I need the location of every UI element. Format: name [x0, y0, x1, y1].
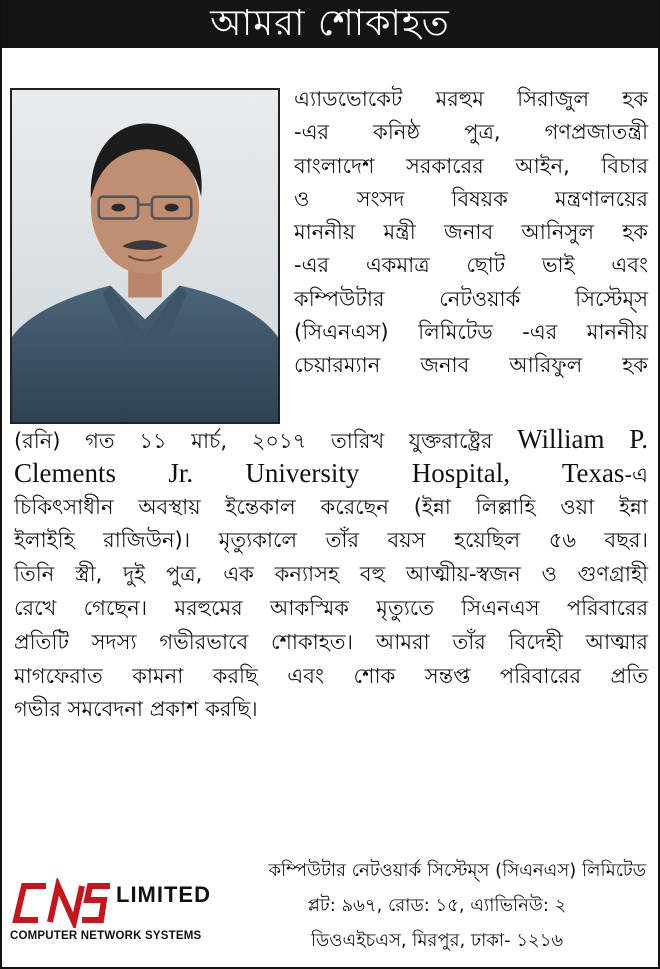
- obituary-line: কম্পিউটার নেটওয়ার্ক সিস্টেম্‌স: [294, 286, 648, 311]
- banner-title: আমরা শোকাহত: [2, 0, 658, 48]
- obituary-line-mixed: [14, 423, 648, 457]
- obituary-line: মাগফেরাত কামনা করছি এবং শোক সন্তপ্ত পরিবারের প্রতি: [14, 663, 648, 688]
- obituary-right-column: [294, 83, 648, 383]
- obituary-line: ও সংসদ বিষয়ক মন্ত্রণালয়ের: [294, 186, 648, 211]
- obituary-full-width: [14, 423, 648, 727]
- obituary-line: প্রতিটি সদস্য গভীরভাবে শোকাহত। আমরা তাঁর বিদেহী আত্মার: [14, 629, 648, 654]
- obituary-line: বাংলাদেশ সরকারের আইন, বিচার: [294, 153, 648, 178]
- obituary-line: এ্যাডভোকেট মরহুম সিরাজুল হক: [294, 87, 648, 111]
- portrait-photo: [10, 88, 280, 424]
- obituary-line: ইলাইহি রাজিউন)। মৃত্যুকালে তাঁর বয়স হয়েছিল ৫৬ বছর।: [14, 528, 648, 553]
- hospital-name: Clements Jr. University Hospital, Texas: [14, 457, 625, 488]
- address-line-1: প্লট: ৯৬৭, রোড: ১৫, এ্যাভিনিউ: ২: [307, 895, 567, 916]
- address-line-2: ডিওএইচএস, মিরপুর, ঢাকা- ১২১৬: [310, 930, 564, 951]
- obituary-line: -এর একমাত্র ছোট ভাই এবং: [294, 253, 648, 278]
- logo-limited-text: LIMITED: [116, 882, 211, 907]
- hospital-suffix: -এ: [624, 462, 648, 487]
- obituary-last-line: গভীর সমবেদনা প্রকাশ করছি।: [14, 697, 258, 722]
- obituary-line: -এর কনিষ্ঠ পুত্র, গণপ্রজাতন্ত্রী: [294, 120, 648, 145]
- obituary-line: চেয়ারম্যান জনাব আরিফুল হক: [294, 353, 648, 378]
- obituary-line: তিনি স্ত্রী, দুই পুত্র, এক কন্যাসহ বহু আত্মীয়-স্বজন ও গুণগ্রাহী: [14, 562, 648, 587]
- obituary-line: (সিএনএস) লিমিটেড -এর মাননীয়: [294, 320, 648, 345]
- obituary-line: চিকিৎসাধীন অবস্থায় ইন্তেকাল করেছেন (ইন্না লিল্লাহি ওয়া ইন্না: [14, 494, 648, 519]
- company-logo: [10, 878, 220, 948]
- obituary-line-mixed: [14, 457, 648, 491]
- portrait-image: [12, 90, 278, 422]
- cns-logo-mark-icon: [10, 878, 114, 928]
- logo-tagline: COMPUTER NETWORK SYSTEMS: [10, 930, 202, 942]
- company-name: কম্পিউটার নেটওয়ার্ক সিস্টেম্‌স (সিএনএস) লিমিটেড: [268, 860, 646, 881]
- date-text: (রনি) গত ১১ মার্চ, ২০১৭ তারিখ যুক্তরাষ্ট্রের: [14, 429, 493, 453]
- hospital-name-start: William P.: [517, 424, 648, 454]
- obituary-line: রেখে গেছেন। মরহুমের আকস্মিক মৃত্যুতে সিএনএস পরিবারের: [14, 595, 648, 620]
- obituary-line: মাননীয় মন্ত্রী জনাব আনিসুল হক: [294, 220, 648, 245]
